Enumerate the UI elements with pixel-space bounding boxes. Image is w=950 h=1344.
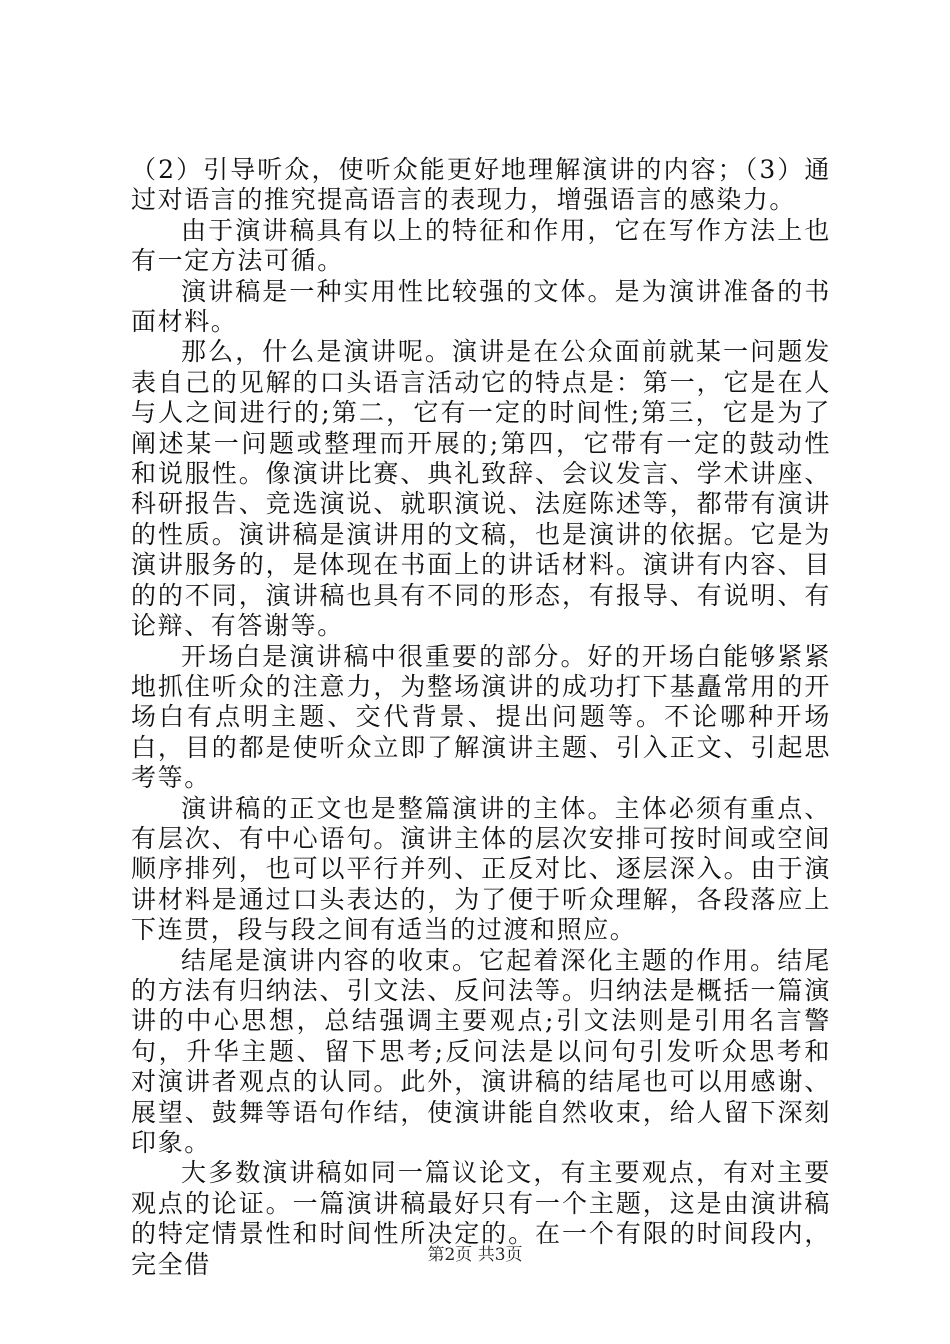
page-footer: 第2页 共3页 (427, 1245, 523, 1265)
paragraph-7: 结尾是演讲内容的收束。它起着深化主题的作用。结尾的方法有归纳法、引文法、反问法等。归纳法是概括一篇演讲的中心思想，总结强调主要观点;引文法则是引用名言警句，升华主题、留下思考;反问法是以问句引发听众思考和对演讲者观点的认同。此外，演讲稿的结尾也可以用感谢、展望、鼓舞等语句作结，使演讲能自然收束，给人留下深刻印象。 (131, 945, 831, 1157)
paragraph-5: 开场白是演讲稿中很重要的部分。好的开场白能够紧紧地抓住听众的注意力，为整场演讲的成功打下基矗常用的开场白有点明主题、交代背景、提出问题等。不论哪种开场白，目的都是使听众立即了解演讲主题、引入正文、引起思考等。 (131, 641, 831, 793)
paragraph-4: 那么，什么是演讲呢。演讲是在公众面前就某一问题发表自己的见解的口头语言活动它的特点是：第一，它是在人与人之间进行的;第二，它有一定的时间性;第三，它是为了阐述某一问题或整理而开展的;第四，它带有一定的鼓动性和说服性。像演讲比赛、典礼致辞、会议发言、学术讲座、科研报告、竞选演说、就职演说、法庭陈述等，都带有演讲的性质。演讲稿是演讲用的文稿，也是演讲的依据。它是为演讲服务的，是体现在书面上的讲话材料。演讲有内容、目的的不同，演讲稿也具有不同的形态，有报导、有说明、有论辩、有答谢等。 (131, 337, 831, 641)
paragraph-3: 演讲稿是一种实用性比较强的文体。是为演讲准备的书面材料。 (131, 276, 831, 337)
paragraph-8: 大多数演讲稿如同一篇议论文，有主要观点，有对主要观点的论证。一篇演讲稿最好只有一个主题，这是由演讲稿的特定情景性和时间性所决定的。在一个有限的时间段内，完全借 (131, 1158, 831, 1279)
paragraph-6: 演讲稿的正文也是整篇演讲的主体。主体必须有重点、有层次、有中心语句。演讲主体的层次安排可按时间或空间顺序排列，也可以平行并列、正反对比、逐层深入。由于演讲材料是通过口头表达的，为了便于听众理解，各段落应上下连贯，段与段之间有适当的过渡和照应。 (131, 793, 831, 945)
document-body (131, 155, 831, 1280)
paragraph-2: 由于演讲稿具有以上的特征和作用，它在写作方法上也有一定方法可循。 (131, 215, 831, 276)
paragraph-1: （2）引导听众，使听众能更好地理解演讲的内容；（3）通过对语言的推究提高语言的表现力，增强语言的感染力。 (131, 155, 831, 215)
